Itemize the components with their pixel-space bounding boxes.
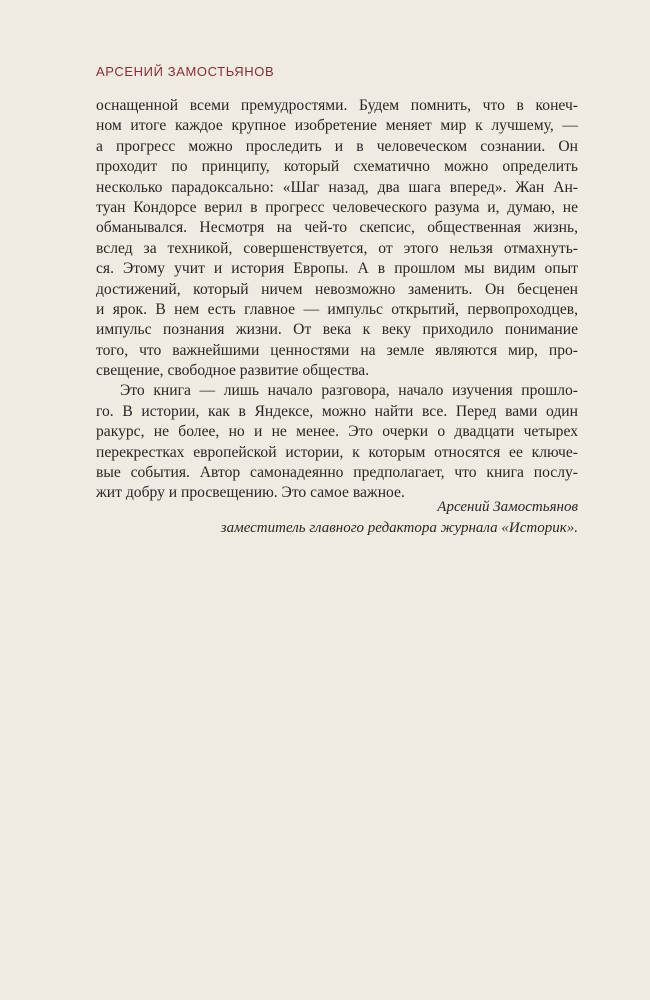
text-line: того, что важнейшими ценностями на земле являются мир, про- — [96, 341, 578, 359]
paragraph-2 — [96, 381, 578, 503]
signature-name: Арсений Замостьянов — [437, 499, 578, 515]
text-line: несколько парадоксально: «Шаг назад, два шага вперед». Жан Ан- — [96, 178, 578, 196]
text-line: достижений, который ничем невозможно заменить. Он бесценен — [96, 280, 578, 298]
text-line: Это книга — лишь начало разговора, начало изучения прошло- — [120, 382, 578, 400]
text-line: оснащенной всеми премудростями. Будем помнить, что в конеч- — [96, 97, 578, 114]
running-head: АРСЕНИЙ ЗАМОСТЬЯНОВ — [96, 64, 275, 79]
body-text — [96, 96, 578, 504]
text-line: ракурс, не более, но и не менее. Это очерки о двадцати четырех — [96, 423, 578, 441]
text-line: жит добру и просвещению. Это самое важное. — [96, 484, 405, 502]
text-line: туан Кондорсе верил в прогресс человеческого разума и, думаю, не — [96, 198, 578, 216]
text-line: вые события. Автор самонадеянно предполагает, что книга послу- — [96, 464, 578, 482]
text-line: вслед за техникой, совершенствуется, от этого нельзя отмахнуть- — [96, 239, 578, 257]
text-line: и ярок. В нем есть главное — импульс открытий, первопроходцев, — [96, 300, 578, 318]
paragraph-1 — [96, 96, 578, 381]
text-line: свещение, свободное развитие общества. — [96, 362, 370, 380]
text-line: го. В истории, как в Яндексе, можно найти все. Перед вами один — [96, 402, 578, 420]
text-line: а прогресс можно проследить и в человеческом сознании. Он — [96, 137, 578, 155]
signature-title: заместитель главного редактора журнала «Историк». — [220, 520, 578, 536]
text-line: ном итоге каждое крупное изобретение меняет мир к лучшему, — — [96, 117, 578, 135]
text-line: обманывался. Несмотря на чей-то скепсис, общественная жизнь, — [96, 219, 578, 237]
text-line: перекрестках европейской истории, к которым относятся ее ключе- — [96, 443, 578, 461]
text-line: импульс познания жизни. От века к веку приходило понимание — [96, 321, 578, 339]
signature — [221, 497, 578, 539]
text-line: ся. Этому учит и история Европы. А в прошлом мы видим опыт — [96, 260, 578, 278]
text-line: проходит по принципу, который схематично можно определить — [96, 158, 578, 176]
